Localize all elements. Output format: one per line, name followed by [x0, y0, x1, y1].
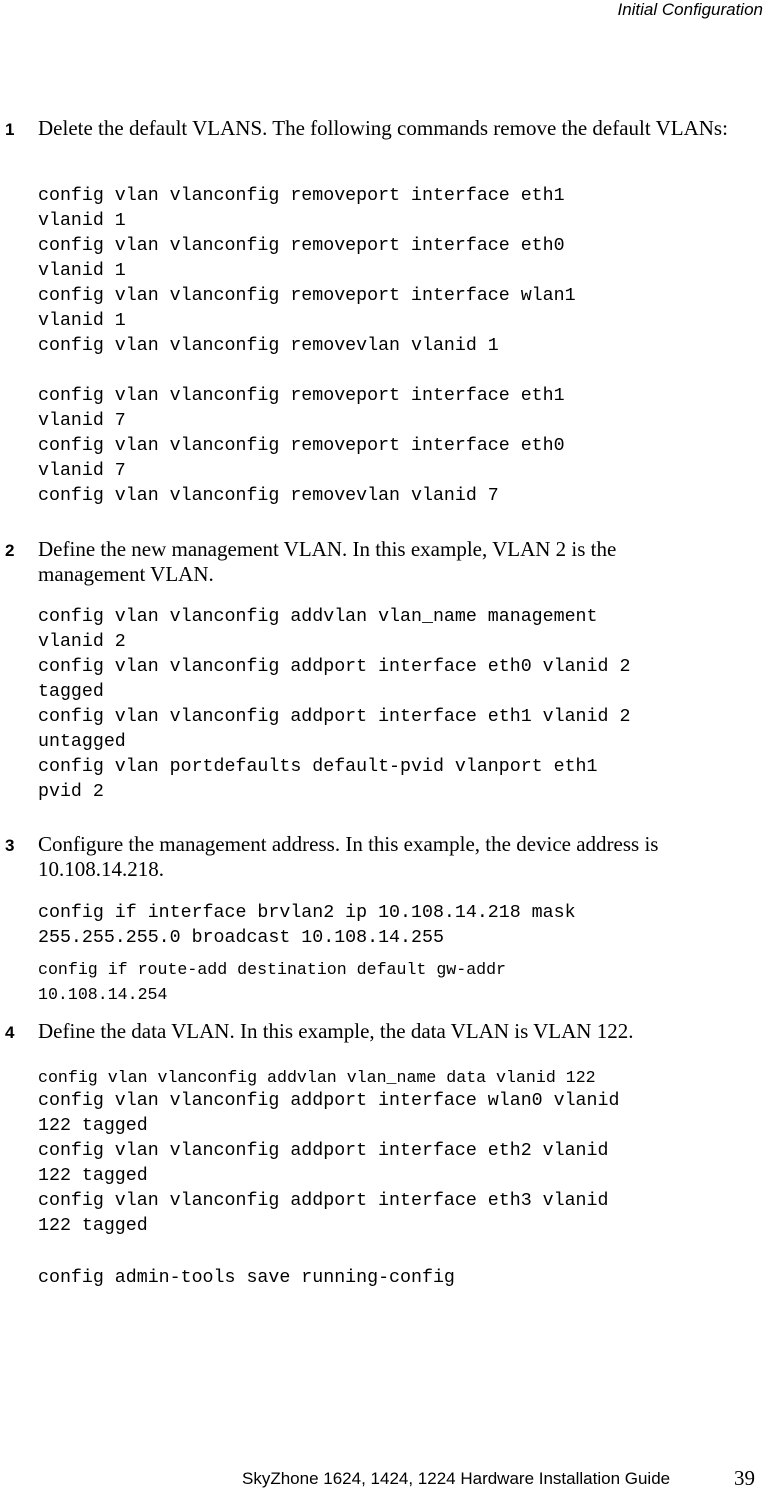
page-number: 39	[734, 1466, 755, 1490]
step-instruction: Define the data VLAN. In this example, the data VLAN is VLAN 122.	[38, 1019, 634, 1043]
code-line: config vlan vlanconfig removeport interface eth1	[38, 386, 565, 406]
code-line: config if route-add destination default gw-addr	[38, 960, 507, 979]
code-line: config if interface brvlan2 ip 10.108.14.218 mask	[38, 903, 576, 923]
step-number: 2	[5, 541, 15, 560]
code-line: pvid 2	[38, 782, 104, 802]
code-line: config vlan vlanconfig removevlan vlanid 7	[38, 486, 499, 506]
code-line: config admin-tools save running-config	[38, 1268, 455, 1288]
code-line: config vlan vlanconfig removevlan vlanid 1	[38, 336, 499, 356]
code-line: config vlan vlanconfig removeport interface eth1	[38, 186, 565, 206]
code-line: 255.255.255.0 broadcast 10.108.14.255	[38, 928, 444, 948]
step-number: 1	[5, 120, 15, 139]
code-line: vlanid 1	[38, 261, 126, 281]
code-line: vlanid 1	[38, 211, 126, 231]
code-line: vlanid 2	[38, 632, 126, 652]
code-line: config vlan vlanconfig removeport interface eth0	[38, 436, 565, 456]
code-line: config vlan vlanconfig addport interface eth3 vlanid	[38, 1191, 609, 1211]
footer-guide-title: SkyZhone 1624, 1424, 1224 Hardware Installation Guide	[242, 1469, 671, 1488]
step-number: 4	[5, 1023, 15, 1042]
code-line: vlanid 1	[38, 311, 126, 331]
code-line: 122 tagged	[38, 1216, 148, 1236]
code-line: config vlan vlanconfig addvlan vlan_name data vlanid 122	[38, 1068, 596, 1087]
running-header: Initial Configuration	[617, 0, 763, 19]
code-line: config vlan vlanconfig addport interface eth0 vlanid 2	[38, 657, 631, 677]
step-instruction: Define the new management VLAN. In this example, VLAN 2 is the management VLAN.	[38, 537, 617, 586]
code-line: 10.108.14.254	[38, 985, 168, 1004]
code-line: config vlan vlanconfig addvlan vlan_name management	[38, 607, 598, 627]
step-instruction: Delete the default VLANS. The following commands remove the default VLANs:	[38, 116, 728, 140]
code-line: config vlan vlanconfig addport interface eth1 vlanid 2	[38, 707, 631, 727]
code-line: vlanid 7	[38, 411, 126, 431]
code-line: 122 tagged	[38, 1116, 148, 1136]
code-line: config vlan vlanconfig addport interface wlan0 vlanid	[38, 1091, 620, 1111]
code-line: vlanid 7	[38, 461, 126, 481]
code-line: config vlan vlanconfig removeport interface wlan1	[38, 286, 576, 306]
step-instruction: Configure the management address. In this example, the device address is 10.108.14.218.	[38, 832, 659, 881]
code-line: tagged	[38, 682, 104, 702]
step-number: 3	[5, 836, 15, 855]
code-line: untagged	[38, 732, 126, 752]
code-line: config vlan vlanconfig removeport interface eth0	[38, 236, 565, 256]
code-line: 122 tagged	[38, 1166, 148, 1186]
code-line: config vlan vlanconfig addport interface eth2 vlanid	[38, 1141, 609, 1161]
code-line: config vlan portdefaults default-pvid vlanport eth1	[38, 757, 598, 777]
